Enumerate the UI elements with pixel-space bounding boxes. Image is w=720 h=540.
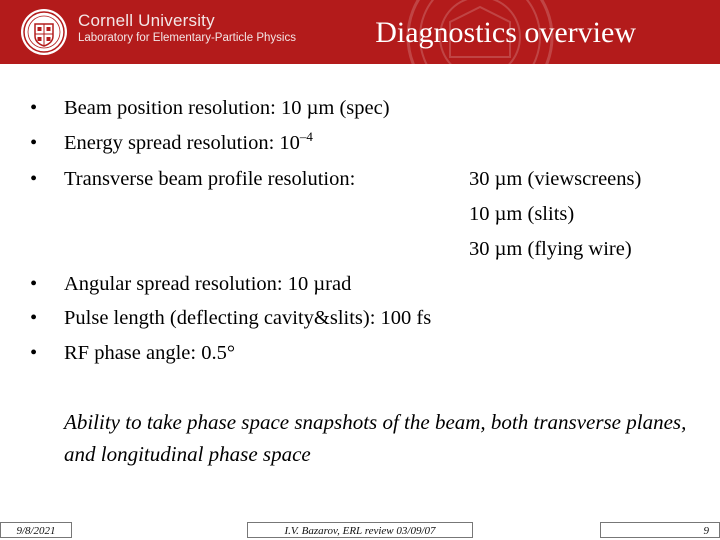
bullet-item bbox=[30, 341, 235, 365]
footer-author: I.V. Bazarov, ERL review 03/09/07 bbox=[247, 522, 473, 538]
bullet-item bbox=[30, 306, 431, 330]
bullet-item bbox=[30, 272, 351, 296]
bullet-icon: • bbox=[30, 132, 38, 154]
university-name: Cornell University bbox=[78, 11, 215, 30]
bullet-text: RF phase angle: 0.5° bbox=[64, 342, 236, 364]
profile-value: 30 µm (viewscreens) bbox=[469, 168, 642, 190]
summary-text: Ability to take phase space snapshots of the beam, both transverse planes, and longitudinal phase space bbox=[64, 410, 687, 466]
bullet-icon: • bbox=[30, 97, 38, 119]
bullet-icon: • bbox=[30, 168, 38, 190]
bullet-item bbox=[30, 131, 313, 155]
bullet-text: Angular spread resolution: 10 µrad bbox=[64, 273, 352, 295]
cornell-seal-icon bbox=[20, 8, 68, 56]
bullet-item bbox=[30, 167, 355, 191]
bullet-text: Beam position resolution: 10 µm (spec) bbox=[64, 97, 390, 119]
profile-value: 30 µm (flying wire) bbox=[469, 238, 632, 260]
lab-name: Laboratory for Elementary-Particle Physics bbox=[78, 32, 296, 44]
slide-title: Diagnostics overview bbox=[375, 16, 636, 49]
bullet-icon: • bbox=[30, 273, 38, 295]
bullet-item bbox=[30, 96, 390, 120]
footer-date: 9/8/2021 bbox=[0, 522, 72, 538]
profile-value: 10 µm (slits) bbox=[469, 203, 575, 225]
exponent: –4 bbox=[299, 129, 313, 144]
bullet-text: Pulse length (deflecting cavity&slits): 100 fs bbox=[64, 307, 432, 329]
bullet-text: Transverse beam profile resolution: bbox=[64, 168, 356, 190]
bullet-text: Energy spread resolution: 10 bbox=[64, 132, 300, 154]
bullet-icon: • bbox=[30, 342, 38, 364]
slide-footer bbox=[0, 522, 720, 540]
page-number: 9 bbox=[600, 522, 720, 538]
slide-header bbox=[0, 0, 720, 64]
bullet-icon: • bbox=[30, 307, 38, 329]
